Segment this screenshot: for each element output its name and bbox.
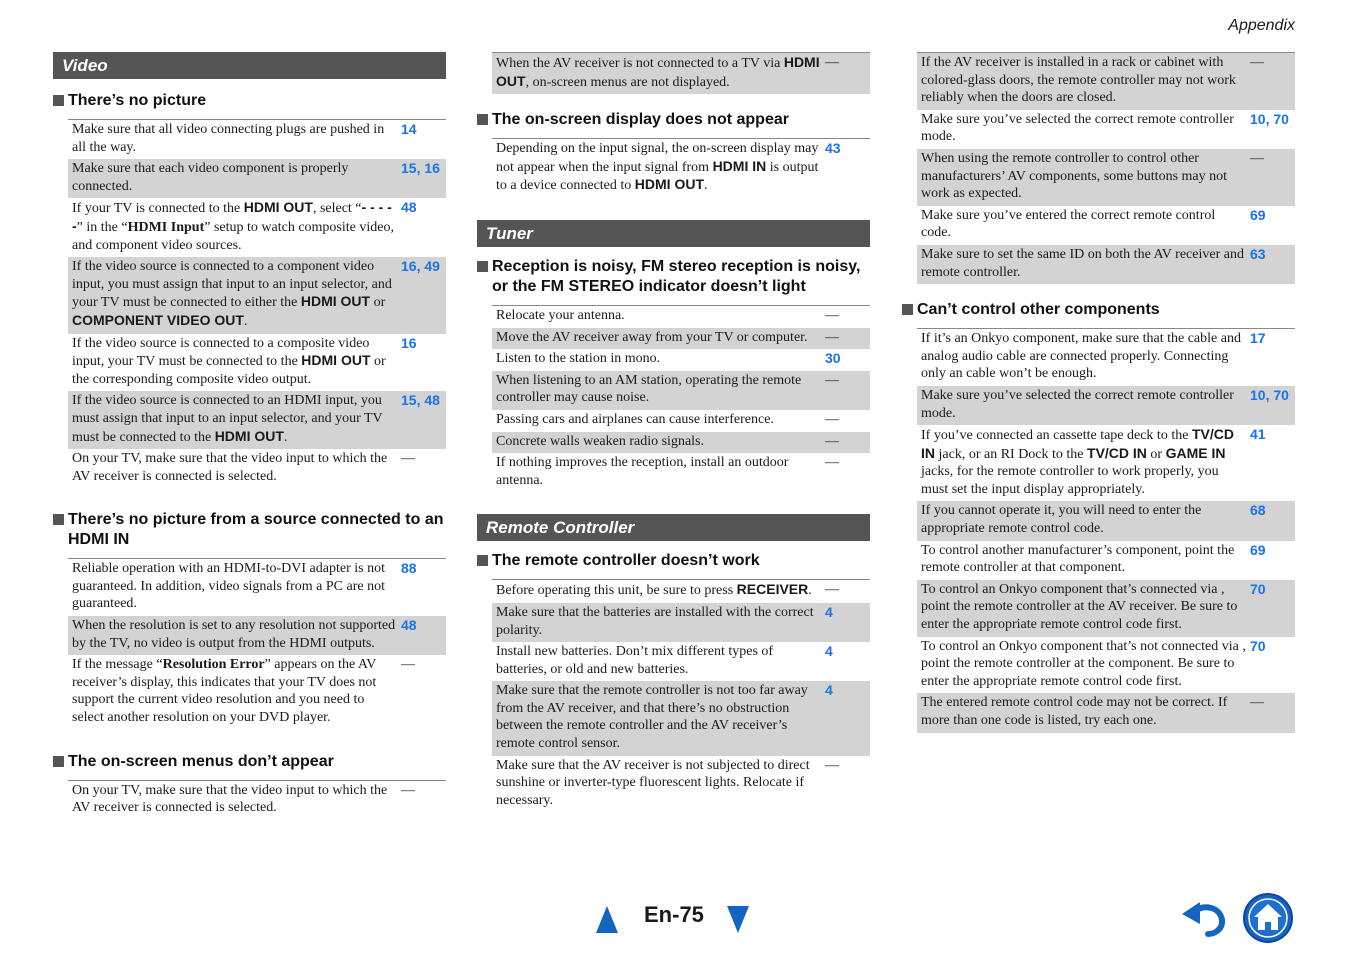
page-link[interactable]: 70 [1250,637,1266,654]
row-text: When the AV receiver is not connected to a TV via HDMI OUT, on-screen menus are not displayed. [496,54,820,90]
table-row [68,449,446,488]
table-row [917,693,1295,732]
heading-text: Reception is noisy, FM stereo reception is noisy, or the FM STEREO indicator doesn’t light [492,257,861,295]
table-row [492,580,870,603]
page-link[interactable]: 15, 48 [401,392,440,409]
row-text: If the video source is connected to an HDMI input, you must assign that input to an input selector, and your TV must be connected to the HDMI OUT. [72,393,383,445]
dash-ref: — [825,55,839,70]
table-row [68,120,446,159]
row-text: Make sure to set the same ID on both the AV receiver and remote controller. [921,246,1244,280]
table-row [492,642,870,681]
row-text: Make sure that the batteries are installed with the correct polarity. [496,604,814,638]
column-1 [53,52,446,820]
row-text: If the video source is connected to a composite video input, your TV must be connected to the HDMI OUT or the corresponding composite video output. [72,335,386,387]
page-link[interactable]: 4 [825,682,833,699]
page-link[interactable]: 88 [401,560,417,577]
dash-ref: — [825,329,839,345]
table-row [68,616,446,655]
menus-table [68,780,446,820]
hdmi-table [68,558,446,729]
row-text: Listen to the station in mono. [496,351,661,367]
page-link[interactable]: 17 [1250,330,1266,347]
dash-ref: — [825,582,839,598]
row-text: If the video source is connected to a component video input, you must assign that input to an input selector, and your TV must be connected to either the HDMI OUT or COMPONENT VIDEO OUT. [72,259,392,329]
page-link[interactable]: 41 [1250,426,1266,443]
dash-ref: — [1250,695,1264,711]
table-row [917,149,1295,206]
row-text: Depending on the input signal, the on-screen display may not appear when the input signal from HDMI IN is output to a device connected to HDMI OUT. [496,141,819,194]
row-text: Make sure that all video connecting plugs are pushed in all the way. [72,122,385,155]
heading-text: The on-screen menus don’t appear [68,752,334,770]
table-row [917,541,1295,580]
row-text: If your TV is connected to the HDMI OUT, select “- - - - -” in the “HDMI Input” setup to watch composite video, and component video sources. [72,199,394,253]
dash-ref: — [1250,150,1264,166]
page-link[interactable]: 70 [1250,580,1266,597]
row-text: Passing cars and airplanes can cause interference. [496,411,774,427]
heading-no-picture [53,91,446,111]
row-text: Move the AV receiver away from your TV or computer. [496,329,808,345]
row-text: If the message “Resolution Error” appears on the AV receiver’s display, this indicates that your TV does not support the current video resolution and you need to select another resolution on your DVD player. [72,657,377,726]
table-row [917,501,1295,540]
heading-remote [477,551,870,571]
table-row [492,453,870,492]
page-link[interactable]: 30 [825,350,841,367]
table-row [492,432,870,454]
table-row [68,655,446,729]
dash-ref: — [825,433,839,449]
row-text: Make sure you’ve selected the correct remote controller mode. [921,387,1234,421]
heading-menus [53,752,446,772]
heading-osd [477,110,870,130]
table-row [917,425,1295,501]
table-row [917,386,1295,425]
square-bullet-icon [477,261,488,272]
row-text: If you cannot operate it, you will need to enter the appropriate remote control code. [921,503,1202,537]
table-row [492,139,870,198]
page-link[interactable]: 15, 16 [401,160,440,177]
square-bullet-icon [477,555,488,566]
column-2 [477,52,870,812]
remote-table [492,579,870,812]
section-label: Appendix [1228,17,1295,34]
table-row [492,53,870,94]
row-text: The entered remote control code may not be correct. If more than one code is listed, try each one. [921,695,1228,728]
table-row [492,681,870,755]
page-link[interactable]: 43 [825,140,841,157]
other-table [917,328,1295,732]
table-row [917,53,1295,110]
page-link[interactable]: 69 [1250,206,1266,223]
row-text: To control an Onkyo component that’s not connected via , point the remote controller at the component. Be sure to enter the appropriate remote control code first. [921,638,1246,689]
table-row [492,328,870,350]
heading-text: The on-screen display does not appear [492,111,789,129]
row-text: Before operating this unit, be sure to press RECEIVER. [496,581,812,599]
row-text: When the resolution is set to any resolution not supported by the TV, no video is output from the HDMI outputs. [72,618,396,651]
page-link[interactable]: 4 [825,603,833,620]
row-text: Make sure you’ve entered the correct remote control code. [921,207,1216,241]
page-link[interactable]: 68 [1250,502,1266,519]
row-text: To control another manufacturer’s component, point the remote controller at that component. [921,542,1235,576]
dash-ref: — [401,657,415,673]
osd-table [492,138,870,198]
table-row [492,349,870,371]
back-arrow-icon[interactable] [1180,898,1230,938]
video-section-bar: Video [53,52,446,79]
row-text: Make sure that each video component is properly connected. [72,161,349,194]
dash-ref: — [401,451,415,467]
home-icon[interactable] [1242,892,1294,944]
table-row [917,580,1295,637]
heading-other-components [902,300,1295,320]
heading-text: There’s no picture [68,92,207,109]
table-row [68,334,446,392]
heading-text: There’s no picture from a source connected to an HDMI IN [68,511,444,549]
row-text: If it’s an Onkyo component, make sure that the cable and analog audio cable are connected properly. Connecting only an cable won’t be enough. [921,331,1241,382]
tuner-table [492,305,870,492]
top-table [492,52,870,94]
square-bullet-icon [53,514,64,525]
dash-ref: — [825,455,839,471]
square-bullet-icon [477,114,488,125]
row-text: Make sure that the AV receiver is not subjected to direct sunshine or inverter-type fluorescent lights. Relocate if necessary. [496,757,810,808]
row-text: Make sure that the remote controller is not too far away from the AV receiver, and that there’s no obstruction between the remote controller and the AV receiver’s remote control sensor. [496,683,808,752]
row-text: Reliable operation with an HDMI-to-DVI adapter is not guaranteed. In addition, video signals from a PC are not guaranteed. [72,561,385,612]
page-link[interactable]: 48 [401,617,417,634]
table-row [68,559,446,616]
table-row [492,371,870,410]
table-row [68,198,446,257]
page-link[interactable]: 14 [401,121,417,137]
square-bullet-icon [902,304,913,315]
table-row [68,781,446,820]
row-text: If the AV receiver is installed in a rack or cabinet with colored-glass doors, the remote controller may not work reliably when the doors are closed. [921,55,1236,106]
dash-ref: — [825,411,839,427]
page-link[interactable]: 10, 70 [1250,386,1289,403]
row-text: If nothing improves the reception, install an outdoor antenna. [496,455,789,488]
triangle-up-icon[interactable] [596,906,618,933]
table-row [917,245,1295,284]
dash-ref: — [825,307,839,323]
table-row [917,637,1295,694]
row-text: To control an Onkyo component that’s connected via , point the remote controller at the AV receiver. Be sure to enter the appropriate remote control code first. [921,581,1238,633]
table-row [68,257,446,333]
page-link[interactable]: 16 [401,334,417,351]
table-row [917,110,1295,149]
no-picture-table [68,119,446,488]
column-3 [902,52,1295,733]
table-row [492,306,870,328]
dash-ref: — [1250,55,1264,70]
square-bullet-icon [53,95,64,106]
heading-text: Can’t control other components [917,301,1160,319]
row-text: Relocate your antenna. [496,307,625,323]
heading-text: The remote controller doesn’t work [492,552,760,570]
row-text: Install new batteries. Don’t mix different types of batteries, or old and new batteries. [496,644,774,677]
row-text: On your TV, make sure that the video input to which the AV receiver is connected is selected. [72,782,388,816]
square-bullet-icon [53,756,64,767]
heading-hdmi-in [53,510,446,550]
tuner-section-bar: Tuner [477,220,870,247]
table-row [68,159,446,198]
page-link[interactable]: 10, 70 [1250,110,1289,127]
page-link[interactable]: 63 [1250,245,1266,262]
dash-ref: — [825,372,839,388]
page-link[interactable]: 4 [825,643,833,660]
table-row [492,756,870,813]
row-text: If you’ve connected an cassette tape deck to the TV/CD IN jack, or an RI Dock to the TV/CD IN or GAME IN jacks, for the remote controller to work properly, you must set the input display appropriately. [921,426,1234,497]
page-link[interactable]: 69 [1250,541,1266,558]
row-text: Make sure you’ve selected the correct remote controller mode. [921,111,1234,145]
table-row [917,206,1295,245]
row-text: When listening to an AM station, operating the remote controller may cause noise. [496,372,802,406]
dash-ref: — [401,782,415,798]
page-link[interactable]: 48 [401,199,417,216]
remote-section-bar: Remote Controller [477,514,870,541]
table-row [492,603,870,642]
table-row [68,391,446,449]
dash-ref: — [825,757,839,773]
heading-reception [477,257,870,297]
page-number: En-75 [644,902,704,927]
row-text: Concrete walls weaken radio signals. [496,433,704,449]
table-row [917,329,1295,386]
row-text: On your TV, make sure that the video input to which the AV receiver is connected is selected. [72,451,388,484]
page-link[interactable]: 16, 49 [401,258,440,275]
top-table [917,52,1295,284]
triangle-down-icon[interactable] [727,906,749,933]
row-text: When using the remote controller to control other manufacturers’ AV components, some buttons may not work as expected. [921,150,1228,202]
table-row [492,410,870,432]
